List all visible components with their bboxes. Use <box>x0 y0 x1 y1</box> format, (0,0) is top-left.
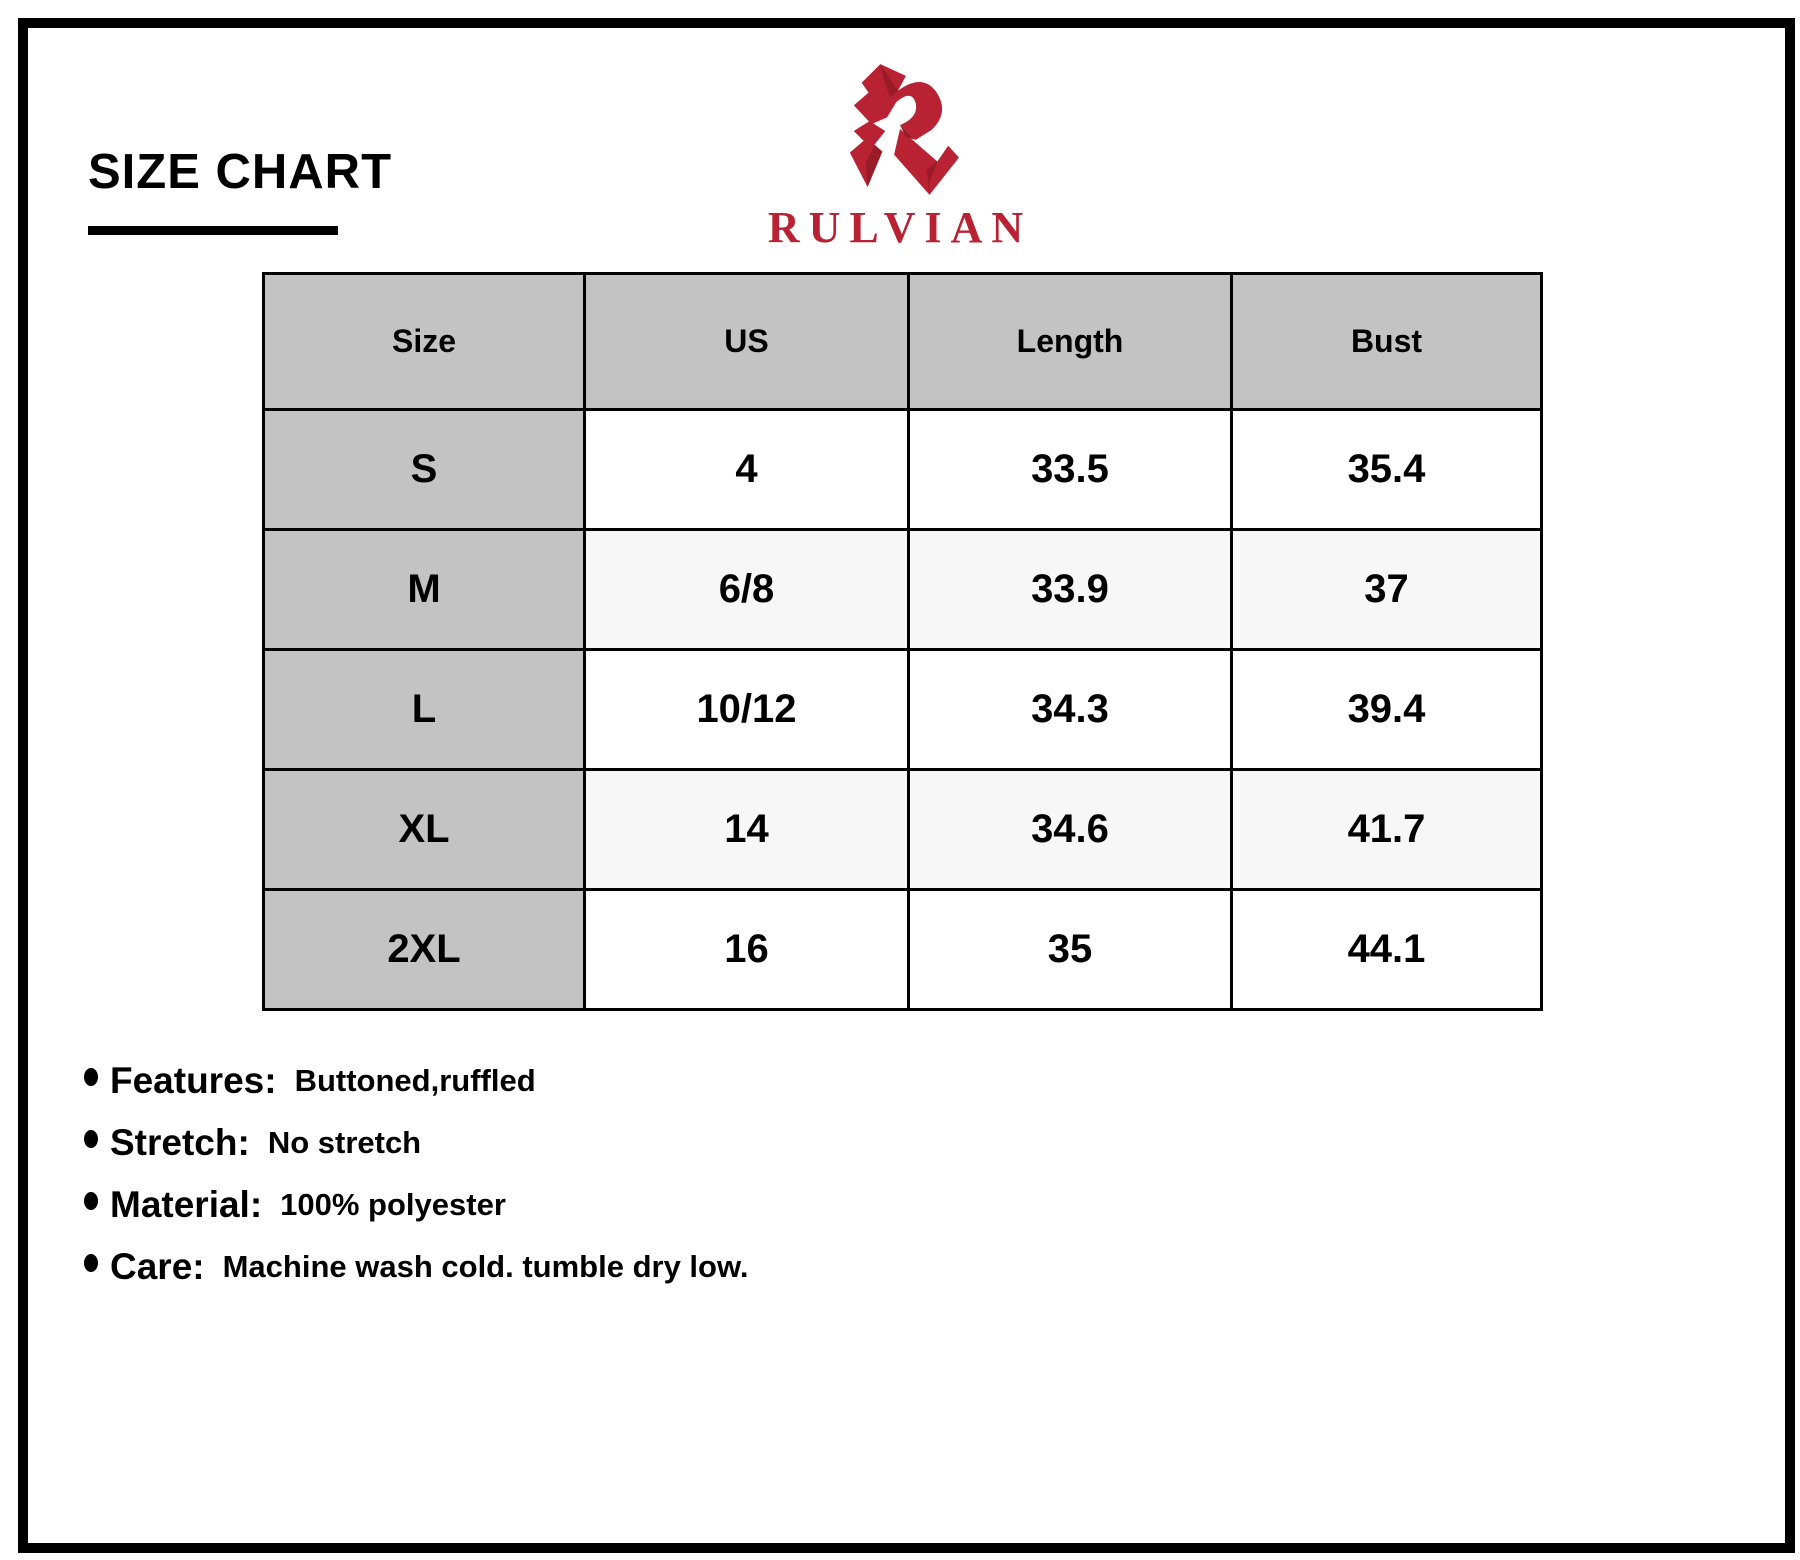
bust-cell: 41.7 <box>1232 770 1542 890</box>
list-item-stretch <box>84 1112 1484 1174</box>
brand-wordmark: RULVIAN <box>767 203 1033 252</box>
length-cell: 35 <box>909 890 1232 1010</box>
detail-label: Stretch: <box>110 1122 250 1163</box>
table-row-2xl <box>264 890 1542 1010</box>
us-cell: 14 <box>585 770 909 890</box>
detail-label: Material: <box>110 1184 263 1225</box>
bust-cell: 37 <box>1232 530 1542 650</box>
bullet-icon <box>84 1130 98 1148</box>
bust-cell: 44.1 <box>1232 890 1542 1010</box>
bullet-icon <box>84 1068 98 1086</box>
us-cell: 16 <box>585 890 909 1010</box>
size-cell: M <box>264 530 585 650</box>
rulvian-logo-icon <box>841 60 959 198</box>
table-row-xl <box>264 770 1542 890</box>
size-chart-table <box>262 272 1543 1011</box>
brand-logo <box>0 60 1800 253</box>
length-cell: 34.3 <box>909 650 1232 770</box>
column-header-us: US <box>585 274 909 410</box>
detail-label: Features: <box>110 1060 277 1101</box>
us-cell: 6/8 <box>585 530 909 650</box>
length-cell: 33.9 <box>909 530 1232 650</box>
detail-value: Machine wash cold. tumble dry low. <box>222 1249 749 1284</box>
us-cell: 10/12 <box>585 650 909 770</box>
page-title: SIZE CHART <box>88 145 392 199</box>
list-item-care <box>84 1236 1484 1298</box>
bullet-icon <box>84 1192 98 1210</box>
product-details-list <box>84 1050 1484 1298</box>
bust-cell: 35.4 <box>1232 410 1542 530</box>
size-cell: XL <box>264 770 585 890</box>
bullet-icon <box>84 1254 98 1272</box>
table-header-row <box>264 274 1542 410</box>
list-item-features <box>84 1050 1484 1112</box>
detail-value: Buttoned,ruffled <box>294 1063 536 1098</box>
length-cell: 34.6 <box>909 770 1232 890</box>
table-row-s <box>264 410 1542 530</box>
size-cell: L <box>264 650 585 770</box>
detail-label: Care: <box>110 1246 205 1287</box>
list-item-material <box>84 1174 1484 1236</box>
us-cell: 4 <box>585 410 909 530</box>
detail-value: No stretch <box>267 1125 422 1160</box>
length-cell: 33.5 <box>909 410 1232 530</box>
size-cell: S <box>264 410 585 530</box>
table-row-m <box>264 530 1542 650</box>
column-header-size: Size <box>264 274 585 410</box>
size-cell: 2XL <box>264 890 585 1010</box>
bust-cell: 39.4 <box>1232 650 1542 770</box>
column-header-length: Length <box>909 274 1232 410</box>
table-row-l <box>264 650 1542 770</box>
detail-value: 100% polyester <box>280 1187 506 1222</box>
column-header-bust: Bust <box>1232 274 1542 410</box>
